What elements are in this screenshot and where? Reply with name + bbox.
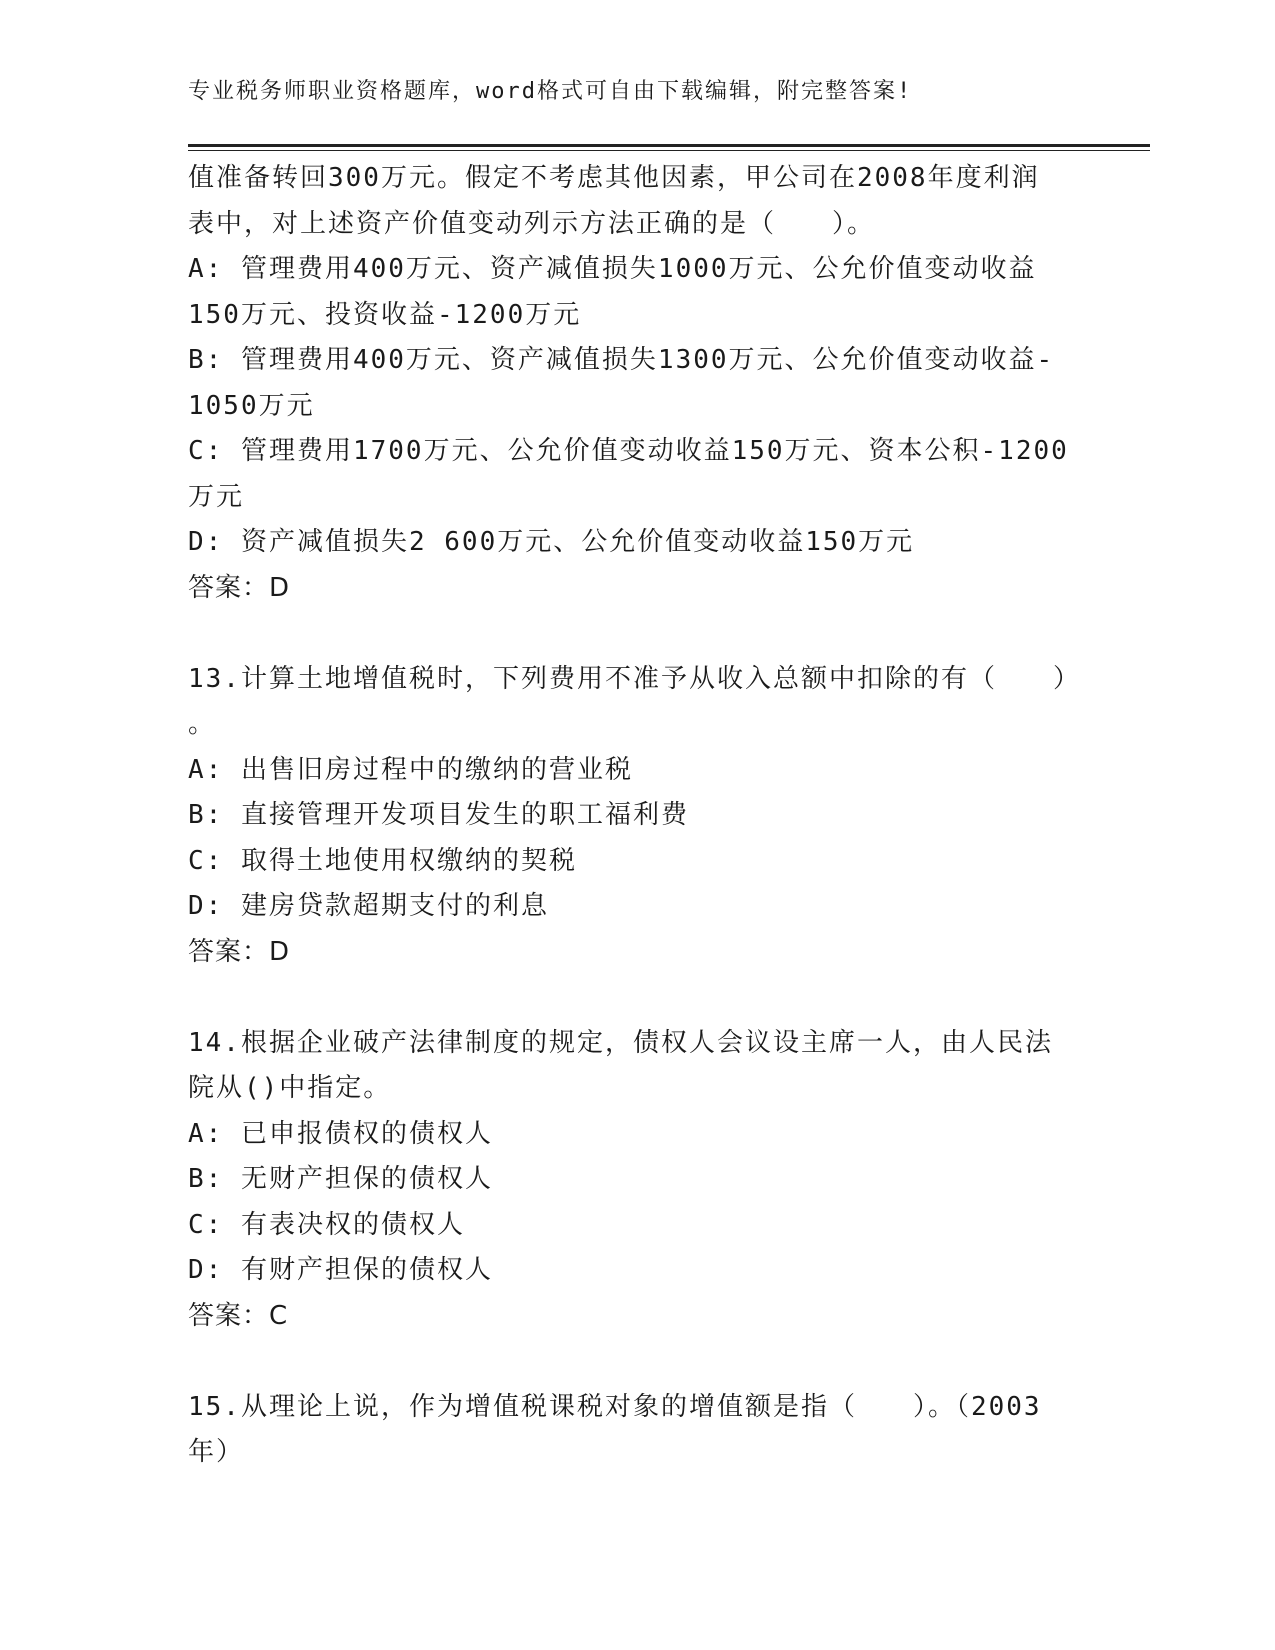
answer-line: 答案：C	[188, 1300, 289, 1331]
question-text-line: 年）	[188, 1437, 245, 1467]
option-line: D: 建房贷款超期支付的利息	[188, 891, 549, 921]
option-line: B: 管理费用400万元、资产减值损失1300万元、公允价值变动收益-	[188, 345, 1055, 375]
answer-line: 答案：D	[188, 572, 291, 603]
option-line: A: 已申报债权的债权人	[188, 1118, 493, 1149]
option-line: C: 管理费用1700万元、公允价值变动收益150万元、资本公积-1200	[188, 436, 1069, 466]
option-line: A: 管理费用400万元、资产减值损失1000万元、公允价值变动收益	[188, 254, 1037, 284]
header-rule-thin	[188, 150, 1150, 151]
option-line: C: 取得土地使用权缴纳的契税	[188, 845, 577, 876]
question-block	[188, 1385, 1088, 1476]
option-line: 万元	[188, 481, 245, 512]
option-line: D: 有财产担保的债权人	[188, 1255, 493, 1285]
option-line: A: 出售旧房过程中的缴纳的营业税	[188, 754, 633, 785]
question-text-line: 14.根据企业破产法律制度的规定，债权人会议设主席一人，由人民法	[188, 1027, 1053, 1058]
question-block	[188, 657, 1088, 976]
option-line: 1050万元	[188, 390, 315, 421]
question-text-line: 表中，对上述资产价值变动列示方法正确的是（ ）。	[188, 208, 876, 239]
spacer	[188, 975, 1088, 1021]
question-text-line: 院从()中指定。	[188, 1073, 392, 1103]
question-text-line: 13.计算土地增值税时，下列费用不准予从收入总额中扣除的有（ ）	[188, 663, 1081, 694]
question-content	[188, 156, 1088, 1476]
question-text-line: 值准备转回300万元。假定不考虑其他因素，甲公司在2008年度利润	[188, 163, 1040, 193]
question-text-line: 。	[188, 709, 217, 739]
question-block	[188, 1021, 1088, 1340]
option-line: 150万元、投资收益-1200万元	[188, 299, 582, 330]
header-rule-thick	[188, 144, 1150, 147]
option-line: D: 资产减值损失2 600万元、公允价值变动收益150万元	[188, 527, 915, 557]
option-line: B: 无财产担保的债权人	[188, 1164, 493, 1194]
spacer	[188, 611, 1088, 657]
option-line: C: 有表决权的债权人	[188, 1209, 465, 1240]
page-header-text: 专业税务师职业资格题库，word格式可自由下载编辑，附完整答案!	[188, 79, 913, 104]
question-text-line: 15.从理论上说，作为增值税课税对象的增值额是指（ ）。（2003	[188, 1391, 1042, 1422]
question-block	[188, 156, 1088, 611]
option-line: B: 直接管理开发项目发生的职工福利费	[188, 800, 689, 830]
answer-line: 答案：D	[188, 936, 291, 967]
spacer	[188, 1339, 1088, 1385]
